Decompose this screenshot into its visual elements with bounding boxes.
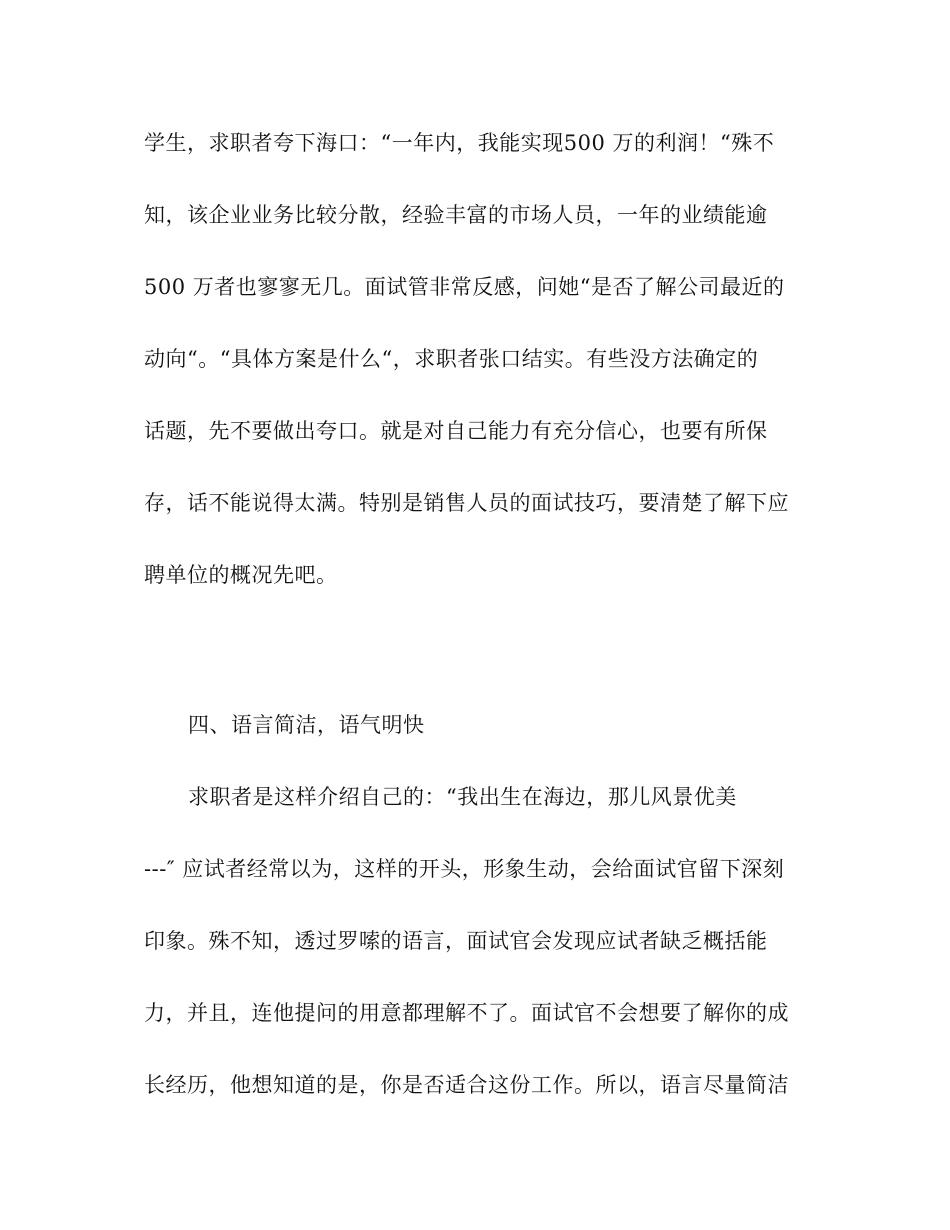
paragraph-line: 存，话不能说得太满。特别是销售人员的面试技巧，要清楚了解下应 <box>144 491 789 515</box>
paragraph-line: 求职者是这样介绍自己的：“我出生在海边，那儿风景优美 <box>188 785 737 809</box>
paragraph-line: 长经历，他想知道的是，你是否适合这份工作。所以，语言尽量简洁 <box>144 1073 789 1097</box>
paragraph-line: 聘单位的概况先吧。 <box>144 563 338 587</box>
paragraph-line: 学生，求职者夸下海口：“一年内，我能实现500 万的利润！“殊不 <box>144 131 775 155</box>
paragraph-line: 话题，先不要做出夸口。就是对自己能力有充分信心，也要有所保 <box>144 419 768 443</box>
paragraph-line: 动向“。“具体方案是什么“，求职者张口结实。有些没方法确定的 <box>144 347 759 371</box>
section-heading: 四、语言简洁，语气明快 <box>188 713 425 737</box>
paragraph-line: 印象。殊不知，透过罗嗦的语言，面试官会发现应试者缺乏概括能 <box>144 929 768 953</box>
paragraph-line: 知，该企业业务比较分散，经验丰富的市场人员，一年的业绩能逾 <box>144 203 768 227</box>
paragraph-line: 力，并且，连他提问的用意都理解不了。面试官不会想要了解你的成 <box>144 1001 789 1025</box>
paragraph-line: 500 万者也寥寥无几。面试管非常反感，问她“是否了解公司最近的 <box>144 275 785 299</box>
paragraph-line: ---″ 应试者经常以为，这样的开头，形象生动，会给面试官留下深刻 <box>144 857 785 881</box>
